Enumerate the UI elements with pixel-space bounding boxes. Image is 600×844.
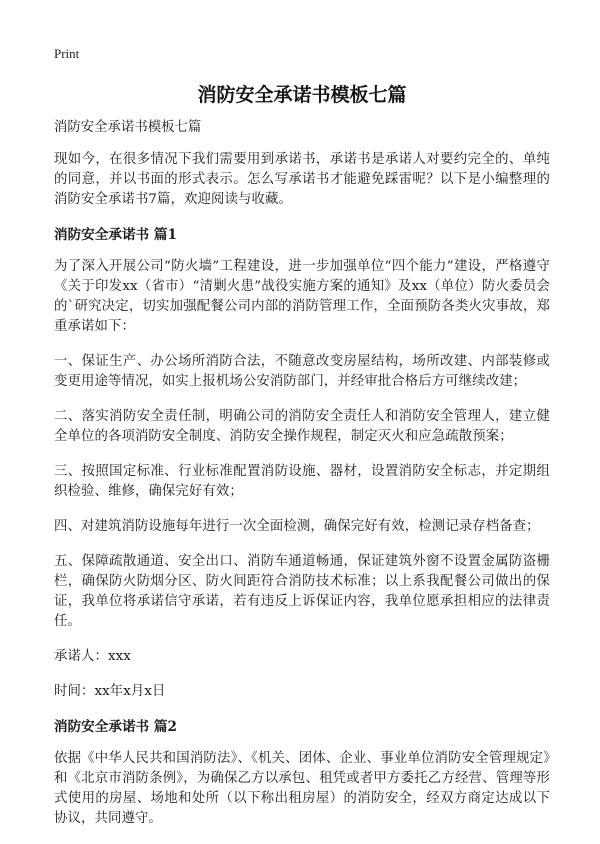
section-1-paragraph: 三、按照国定标准、行业标准配置消防设施、器材，设置消防安全标志，并定期组织检验、维修，确保完好有效； [54, 464, 550, 499]
section-1-paragraph: 二、落实消防安全责任制，明确公司的消防安全责任人和消防安全管理人，建立健全单位的各项消防安全制度、消防安全操作规程，制定灭火和应急疏散预案； [54, 409, 550, 444]
section-1-paragraph: 为了深入开展公司“防火墙”工程建设，进一步加强单位“四个能力”建设，严格遵守《关于印发xx（省市）“清剿火患”战役实施方案的通知》及xx（单位）防火委员会的`研究决定，切实加强配餐公司内部的消防管理工作，全面预防各类火灾事故，郑重承诺如下： [54, 259, 550, 334]
section-2-paragraph: 依据《中华人民共和国消防法》、《机关、团体、企业、事业单位消防安全管理规定》和《北京市消防条例》，为确保乙方以承包、租凭或者甲方委托乙方经营、管理等形式使用的房屋、场地和处所（以下称出租房屋）的消防安全，经双方商定达成以下协议，共同遵守。 [54, 751, 550, 826]
section-heading-2: 消防安全承诺书 篇2 [54, 719, 177, 735]
intro-paragraph: 现如今，在很多情况下我们需要用到承诺书，承诺书是承诺人对要约完全的、单纯的同意，并以书面的形式表示。怎么写承诺书才能避免踩雷呢？以下是小编整理的消防安全承诺书7篇，欢迎阅读与收藏。 [54, 152, 550, 207]
signatory-line: 承诺人：xxx [54, 649, 131, 664]
section-1-paragraph: 四、对建筑消防设施每年进行一次全面检测，确保完好有效，检测记录存档备查； [54, 519, 540, 534]
document-body [54, 118, 550, 844]
document-subtitle: 消防安全承诺书模板七篇 [54, 120, 202, 135]
section-1-paragraph: 五、保障疏散通道、安全出口、消防车通道畅通，保证建筑外窗不设置金属防盗栅栏，确保防火防烟分区、防火间距符合消防技术标准；以上系我配餐公司做出的保证，我单位将承诺信守承诺，若有违反上诉保证内容，我单位愿承担相应的法律责任。 [54, 554, 550, 629]
section-1-paragraph: 一、保证生产、办公场所消防合法，不随意改变房屋结构，场所改建、内部装修或变更用途等情况，如实上报机场公安消防部门，并经审批合格后方可继续改建； [54, 354, 550, 389]
print-link[interactable]: Print [54, 46, 80, 61]
date-line: 时间：xx年x月x日 [54, 684, 166, 699]
page-title: 消防安全承诺书模板七篇 [197, 84, 407, 106]
section-heading-1: 消防安全承诺书 篇1 [54, 227, 177, 243]
